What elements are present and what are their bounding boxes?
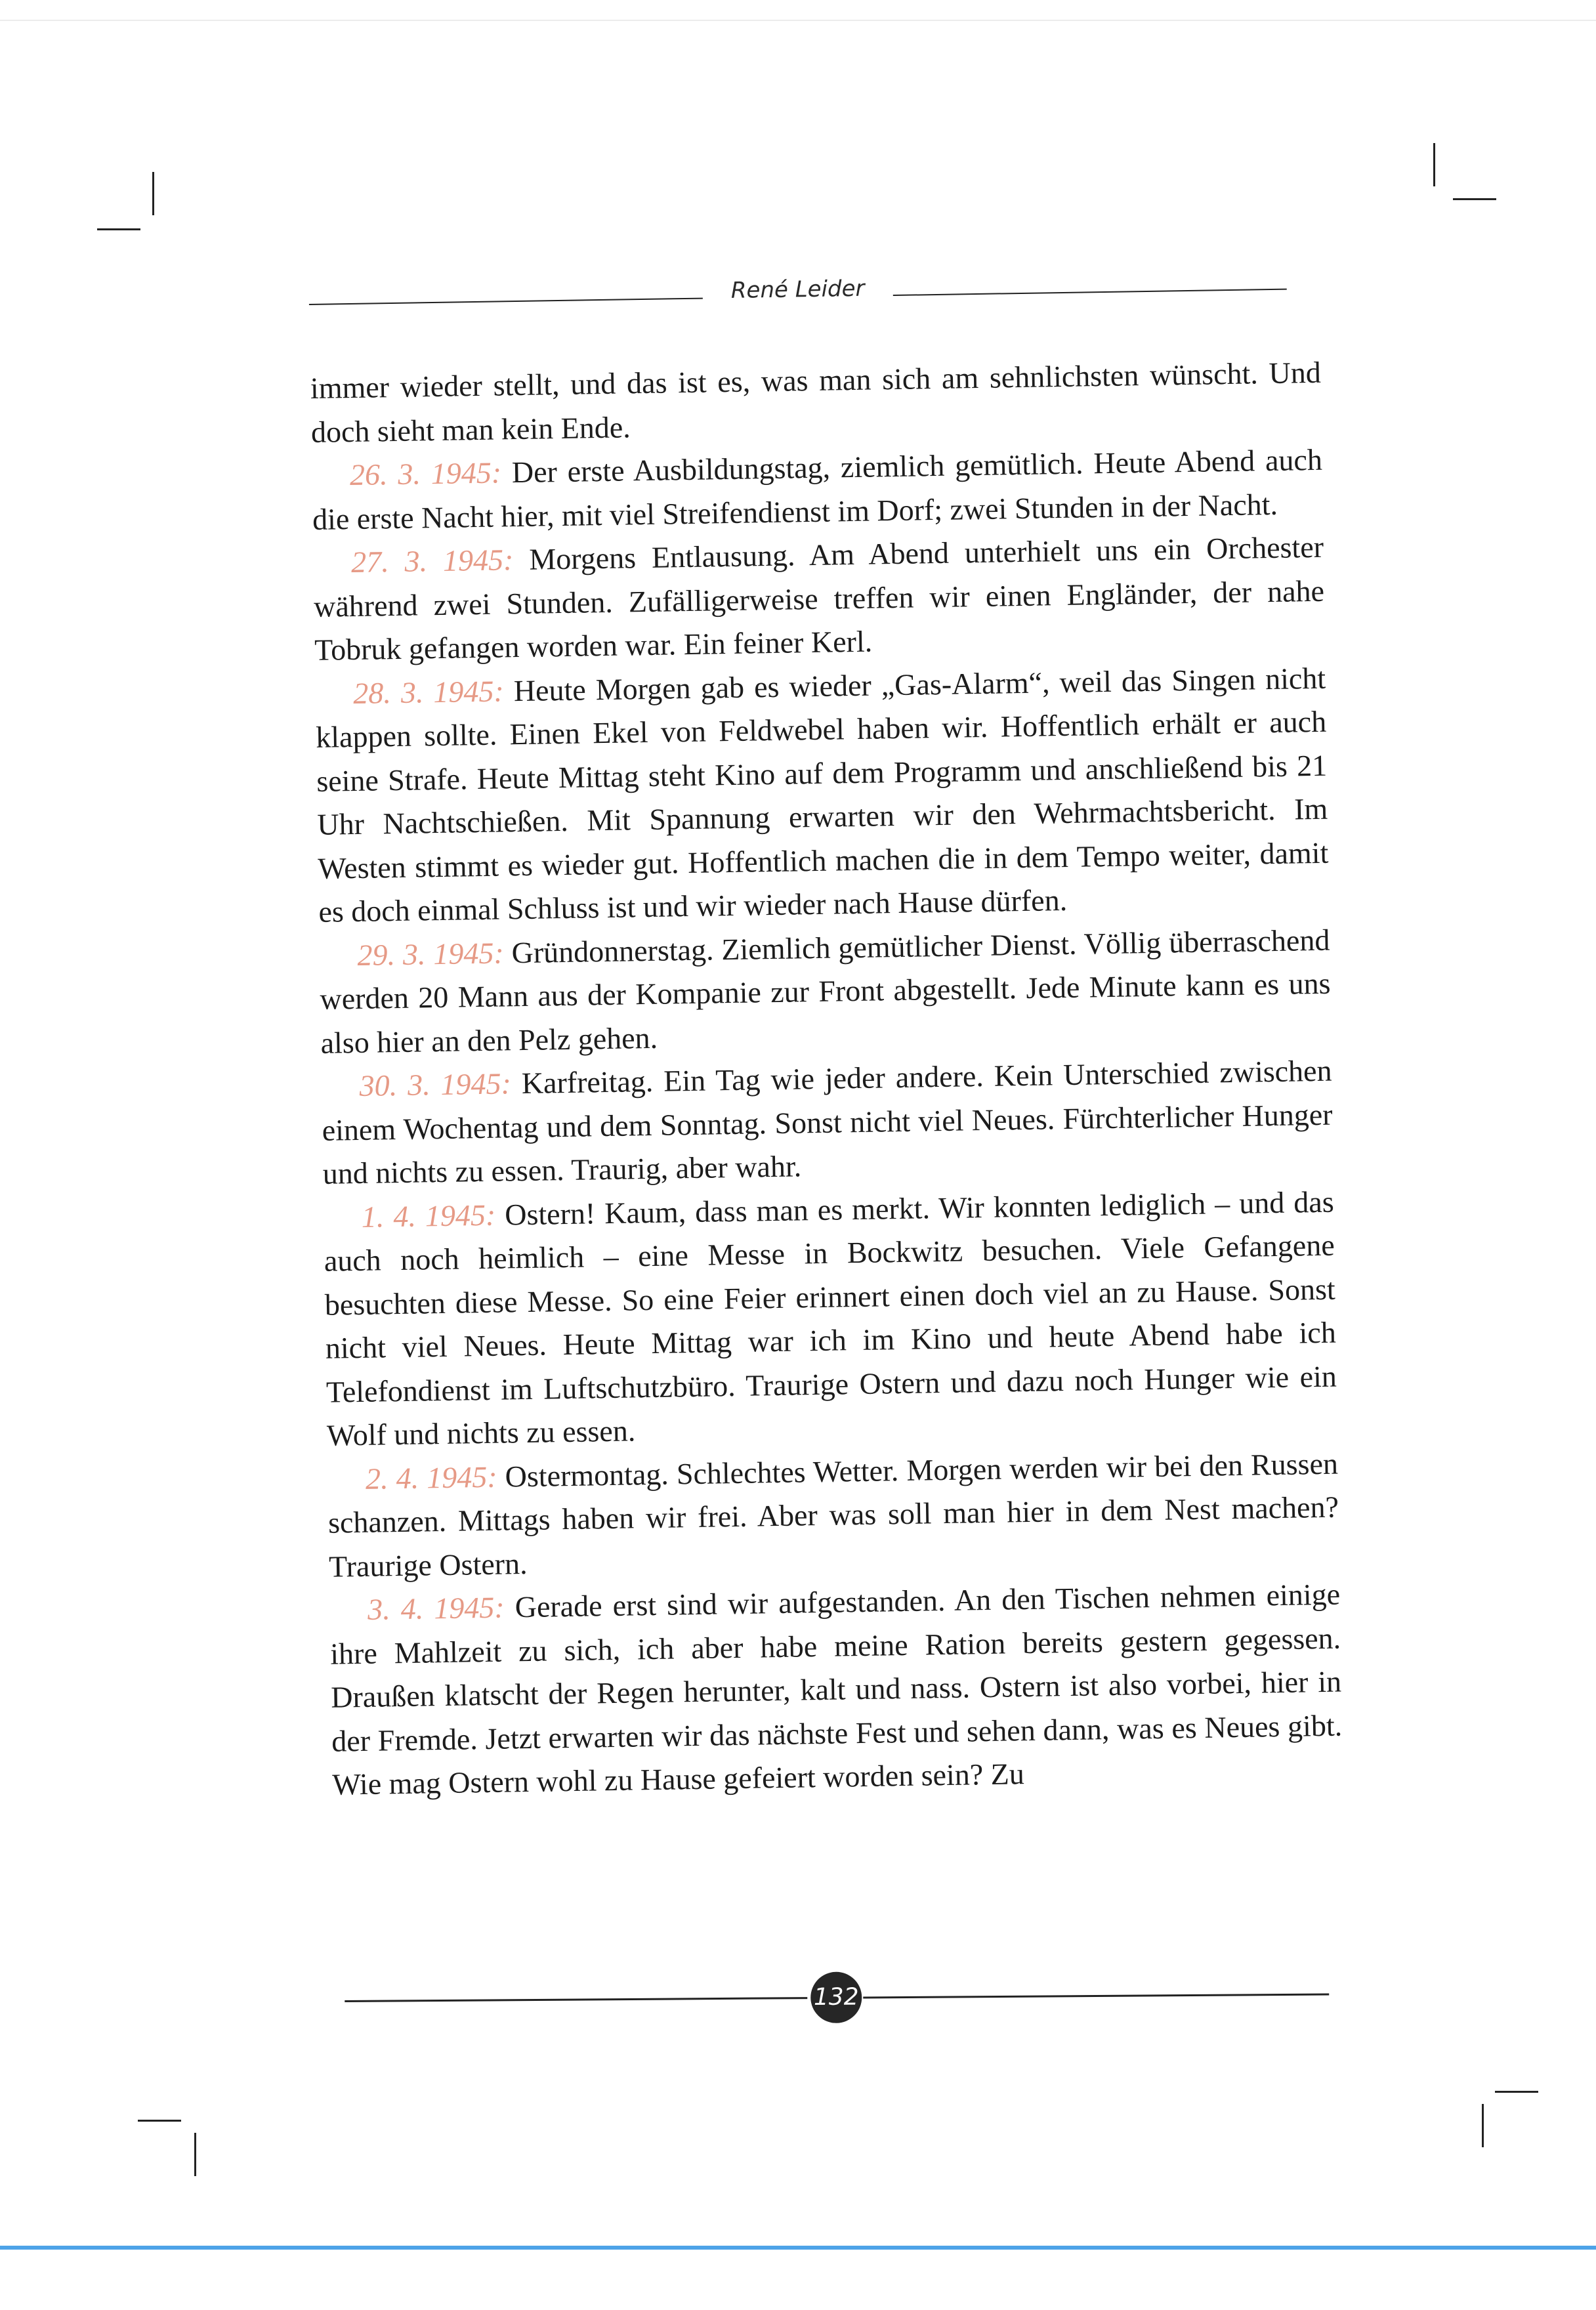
crop-mark-top-left-horizontal [97,228,140,230]
entry-text: Karfreitag. Ein Tag wie jeder andere. Kein Unterschied zwischen einem Wochentag und dem Sonntag. Sonst nicht viel Neues. Fürchterlicher Hunger und nichts zu essen. Traurig, aber wahr. [322,1053,1333,1190]
book-page [308,250,1343,1807]
diary-entry [327,1442,1340,1589]
entry-date: 3. 4. 1945: [367,1590,505,1626]
diary-entry [313,526,1326,673]
entry-text: Ostermontag. Schlechtes Wetter. Morgen werden wir bei den Russen schanzen. Mittags haben wir frei. Aber was soll man hier in dem Nest machen? Traurige Ostern. [327,1446,1339,1584]
entry-date: 27. 3. 1945: [350,543,514,579]
crop-mark-bottom-right-vertical [1482,2104,1484,2147]
crop-mark-bottom-left-vertical [194,2133,196,2176]
entry-text: Morgens Entlausung. Am Abend unterhielt uns ein Orchester während zwei Stunden. Zufälligerweise treffen wir einen Engländer, der nahe Tobruk gefangen worden war. Ein feiner Kerl. [313,530,1325,667]
diary-entry [319,918,1332,1065]
crop-mark-top-left-vertical [152,172,154,215]
entry-date: 26. 3. 1945: [349,455,502,492]
crop-mark-top-right-horizontal [1453,198,1496,200]
diary-entry [329,1573,1343,1807]
scan-edge-top [0,20,1596,21]
entry-text: Ostern! Kaum, dass man es merkt. Wir konnten lediglich – und das auch noch heimlich – eine Messe in Bockwitz besuchen. Viele Gefangene besuchten diese Messe. So eine Feier erinnert einen doch viel an zu Hause. Sonst nicht viel Neues. Heute Mittag war ich im Kino und heute Abend habe ich Telefondienst im Luftschutzbüro. Traurige Ostern und dazu noch Hunger wie ein Wolf und nichts zu essen. [324,1185,1337,1452]
diary-entry [323,1180,1337,1458]
diary-entry [321,1049,1334,1196]
entry-text: Gründonnerstag. Ziemlich gemütlicher Dienst. Völlig überraschend werden 20 Mann aus der Kompanie zur Front abgestellt. Jede Minute kann es uns also hier an den Pelz gehen. [320,923,1331,1060]
entry-text: Der erste Ausbildungstag, ziemlich gemütlich. Heute Abend auch die erste Nacht hier, mit viel Streifendienst im Dorf; zwei Stunden in der Nacht. [312,442,1323,536]
crop-mark-bottom-right-horizontal [1495,2091,1538,2093]
entry-date: 2. 4. 1945: [365,1460,497,1496]
entry-date: 1. 4. 1945: [361,1198,496,1234]
crop-mark-bottom-left-horizontal [138,2120,181,2122]
entry-text: Gerade erst sind wir aufgestanden. An den Tischen nehmen einige ihre Mahlzeit zu sich, ich aber habe meine Ration bereits gestern gegessen. Draußen klatscht der Regen herunter, kalt und nass. Ostern ist also vorbei, hier in der Fremde. Jetzt erwarten wir das nächste Fest und sehen dann, was es Neues gibt. Wie mag Ostern wohl zu Hause gefeiert worden sein? Zu [329,1577,1343,1801]
header-rule-right [893,289,1287,296]
page-footer [345,1969,1330,2028]
header-author: René Leider [730,275,865,304]
footer-rule-right [863,1994,1329,1999]
running-header [308,250,1320,325]
opening-paragraph: immer wieder stellt, und das ist es, was man sich am sehnlichsten wünscht. Und doch sieht man kein Ende. [310,355,1322,449]
diary-entry [312,438,1324,541]
scan-bottom-band [0,2246,1596,2250]
entry-text: Heute Morgen gab es wieder „Gas-Alarm“, weil das Singen nicht klappen sollte. Einen Ekel von Feldwebel haben wir. Hoffentlich erhält er auch seine Strafe. Heute Mittag steht Kino auf dem Programm und anschließend bis 21 Uhr Nachtschießen. Mit Spannung erwarten wir den Wehrmachtsbericht. Im Westen stimmt es wieder gut. Hoffentlich machen die in dem Tempo weiter, damit es doch einmal Schluss ist und wir wieder nach Hause dürfen. [315,661,1329,929]
header-rule-left [309,298,703,305]
entry-date: 29. 3. 1945: [357,935,505,972]
crop-mark-top-right-vertical [1433,143,1435,186]
body-text [310,351,1343,1807]
footer-rule-left [345,1997,807,2002]
entry-date: 30. 3. 1945: [359,1066,512,1102]
entry-date: 28. 3. 1945: [352,673,505,710]
diary-entry [315,656,1330,934]
page-number-badge: 132 [810,1971,862,2023]
